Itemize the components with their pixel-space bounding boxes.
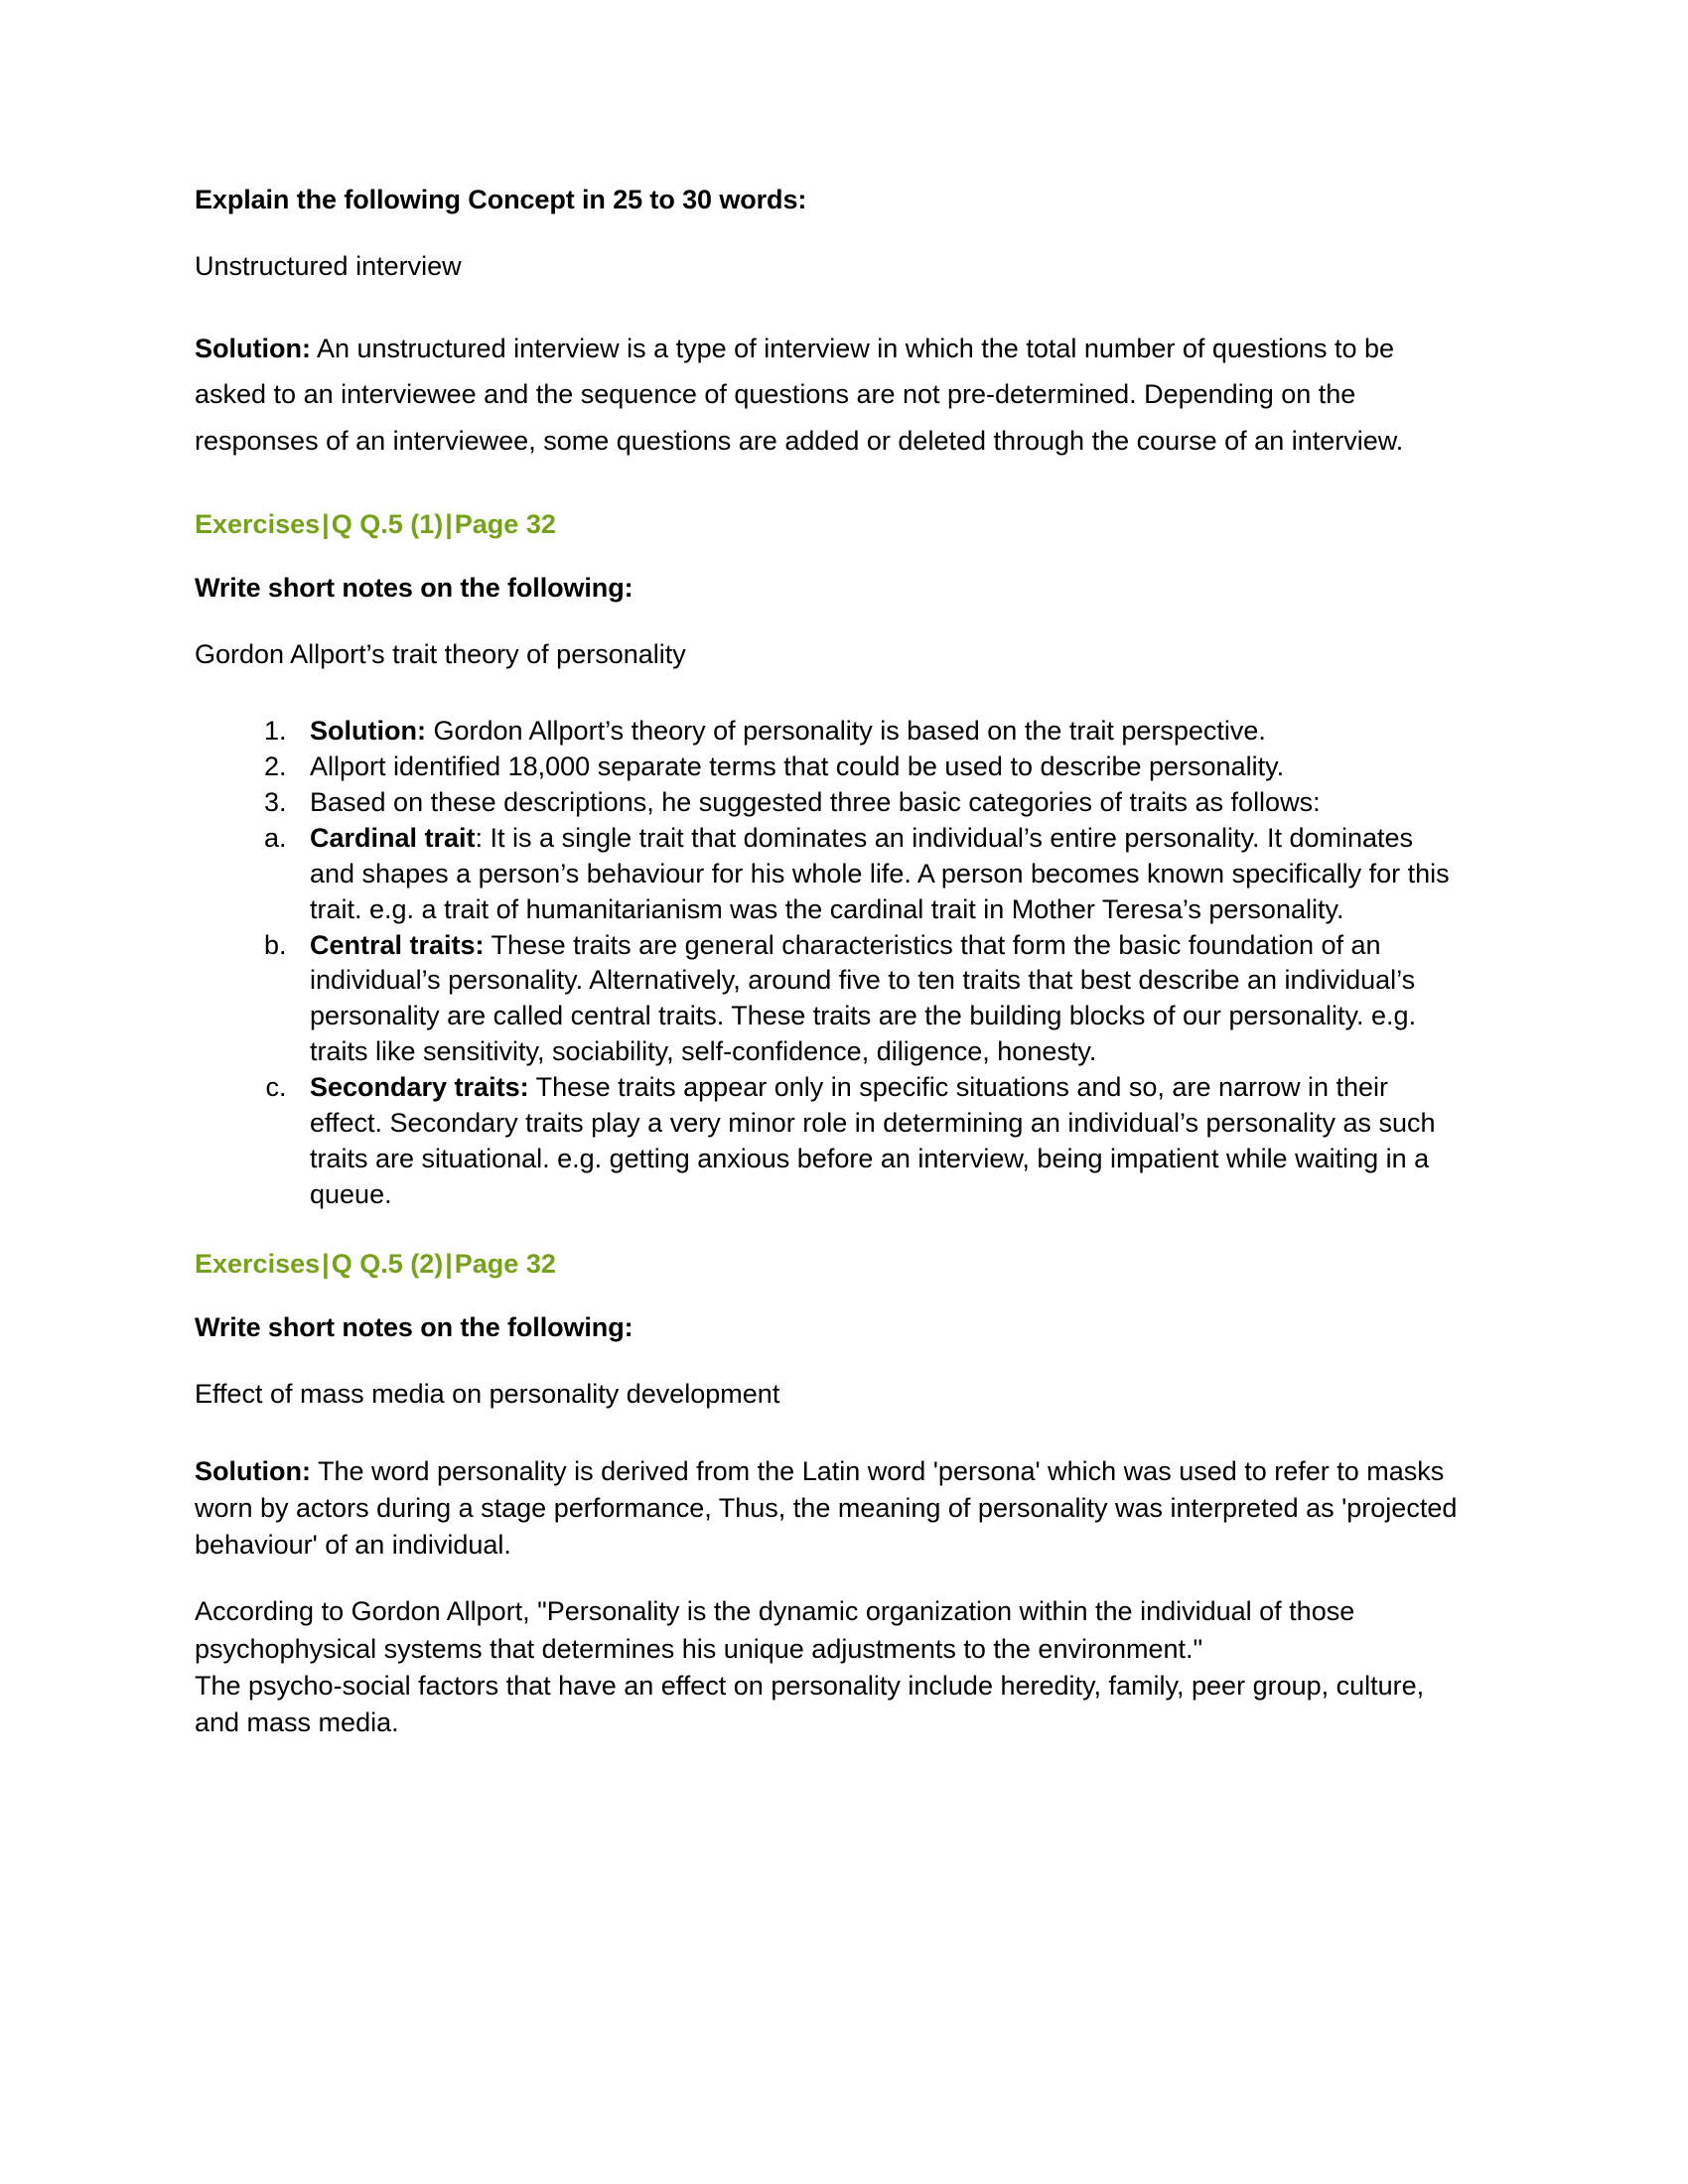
document-content	[195, 184, 1461, 1741]
exercise-question-number: Q Q.5 (2)	[331, 1248, 444, 1279]
exercise-label: Exercises	[195, 1248, 321, 1279]
instruction-heading-2: Write short notes on the following:	[195, 1311, 633, 1342]
list-item	[294, 750, 1461, 785]
topic-text-1: Gordon Allport’s trait theory of personality	[195, 639, 686, 669]
list-item-bold-lead: Cardinal trait	[310, 822, 476, 853]
allport-quote-paragraph: According to Gordon Allport, "Personality is the dynamic organization within the individual of those psychophysical systems that determines his unique adjustments to the environment."	[195, 1596, 1355, 1664]
mass-media-solution-paragraph	[195, 1453, 1461, 1565]
exercise-question-number: Q Q.5 (1)	[331, 509, 444, 540]
list-item-text: Allport identified 18,000 separate terms that could be used to describe personality.	[310, 751, 1285, 781]
list-item-bold-lead: Solution:	[310, 716, 426, 747]
exercise-page-number: Page 32	[454, 1248, 556, 1279]
list-item-bold-lead: Central traits:	[310, 929, 485, 960]
exercise-separator: |	[445, 1248, 453, 1279]
list-item-text: These traits are general characteristics that form the basic foundation of an individual’s personality. Alternatively, around five to ten traits that best describe an individual’s personality are called central traits. These traits are the building blocks of our personality. e.g. traits like sensitivity, sociability, self-confidence, diligence, honesty.	[310, 929, 1417, 1067]
list-item	[294, 928, 1461, 1071]
solution-label: Solution:	[195, 333, 311, 363]
solution-body: An unstructured interview is a type of interview in which the total number of questions to be asked to an interviewee and the sequence of questions are not pre-determined. Depending on the responses of an interviewee, some questions are added or deleted through the course of an interview.	[195, 333, 1404, 456]
solution-body: The word personality is derived from the Latin word 'persona' which was used to refer to masks worn by actors during a stage performance, Thus, the meaning of personality was interpreted as 'projected behaviour' of an individual.	[195, 1455, 1458, 1561]
allport-list-group	[195, 714, 1461, 1213]
concept-question-heading: Explain the following Concept in 25 to 30 words:	[195, 185, 807, 214]
numbered-list	[195, 714, 1461, 821]
exercise-page-number: Page 32	[454, 509, 556, 540]
list-item-text: Gordon Allport’s theory of personality is based on the trait perspective.	[425, 716, 1266, 747]
psychosocial-factors-paragraph: The psycho-social factors that have an effect on personality include heredity, family, peer group, culture, and mass media.	[195, 1670, 1425, 1738]
concept-topic: Unstructured interview	[195, 250, 462, 281]
exercise-separator: |	[322, 1248, 330, 1279]
list-item	[294, 1070, 1461, 1213]
list-item-text: These traits appear only in specific situations and so, are narrow in their effect. Secondary traits play a very minor role in determining an individual’s personality as such traits are situational. e.g. getting anxious before an interview, being impatient while waiting in a queue.	[310, 1072, 1436, 1209]
list-item	[294, 821, 1461, 928]
list-item	[294, 785, 1461, 821]
list-item-bold-lead: Secondary traits:	[310, 1072, 529, 1103]
list-item-text: Based on these descriptions, he suggested three basic categories of traits as follows:	[310, 786, 1321, 817]
exercise-heading-q5-1	[195, 507, 1461, 542]
exercise-heading-q5-2	[195, 1247, 1461, 1282]
list-item-text: : It is a single trait that dominates an individual’s entire personality. It dominates and shapes a person’s behaviour for his whole life. A person becomes known specifically for this trait. e.g. a trait of humanitarianism was the cardinal trait in Mother Teresa’s personality.	[310, 822, 1450, 924]
instruction-heading-1: Write short notes on the following:	[195, 573, 633, 604]
concept-solution-paragraph	[195, 326, 1461, 464]
list-item	[294, 714, 1461, 750]
exercise-label: Exercises	[195, 509, 321, 540]
lettered-list	[195, 821, 1461, 1213]
topic-text-2: Effect of mass media on personality development	[195, 1378, 780, 1409]
solution-label: Solution:	[195, 1455, 311, 1486]
exercise-separator: |	[445, 509, 453, 540]
exercise-separator: |	[322, 509, 330, 540]
